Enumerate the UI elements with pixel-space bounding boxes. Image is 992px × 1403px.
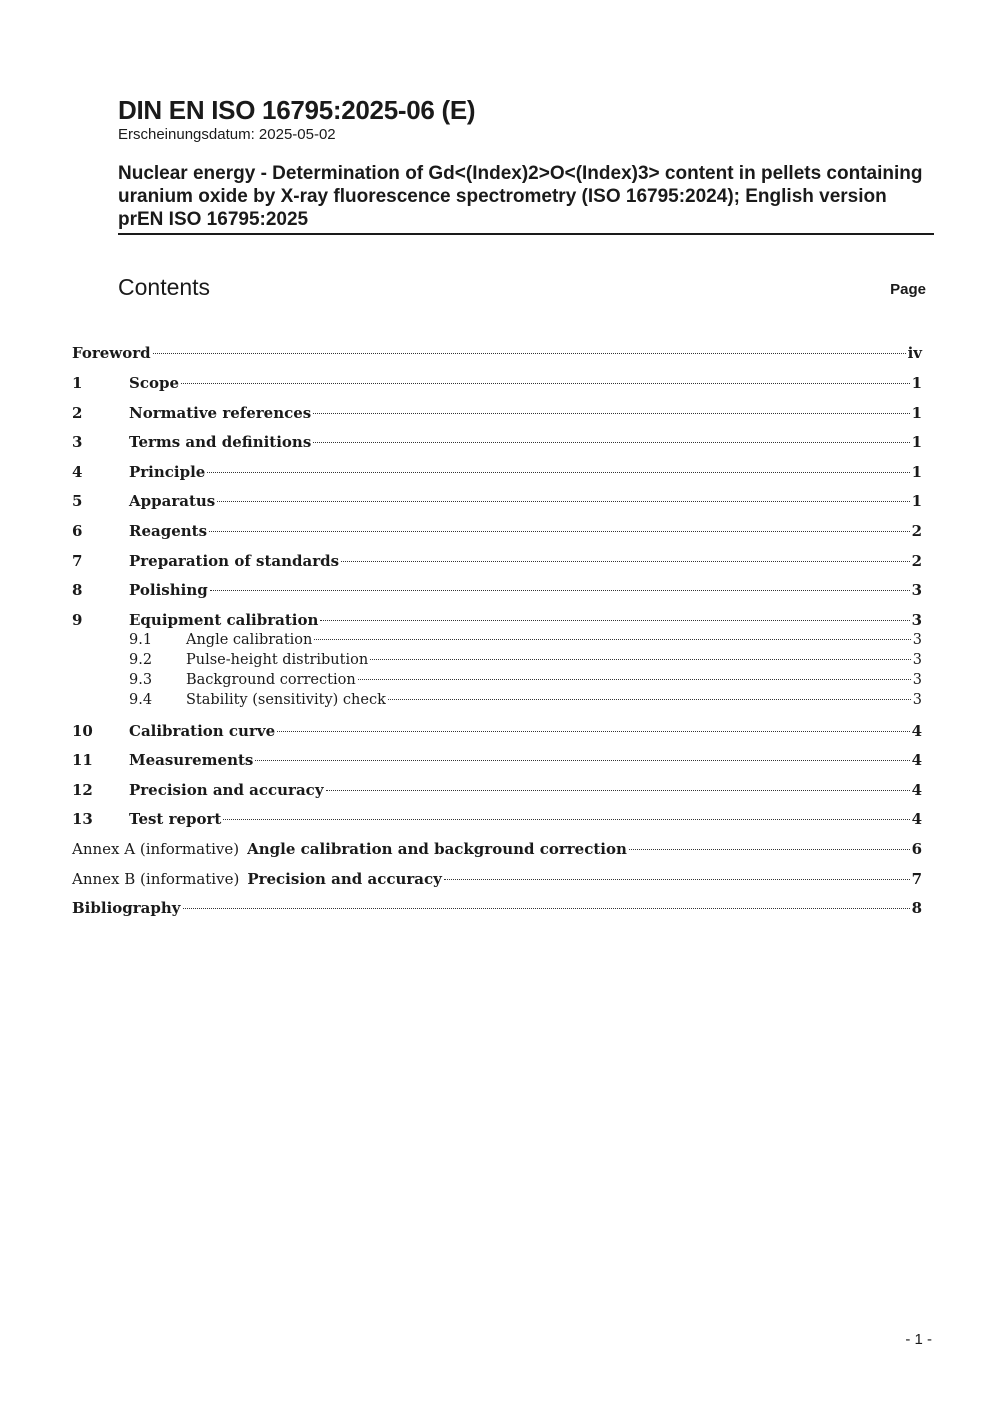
toc-label: Preparation of standards: [129, 552, 340, 570]
toc-number: 13: [72, 810, 93, 828]
toc-label: Angle calibration: [186, 632, 313, 648]
toc-page: 3: [912, 672, 922, 688]
toc-label: Precision and accuracy: [247, 870, 442, 888]
toc-page: 3: [912, 692, 922, 708]
toc-leader: [388, 699, 911, 700]
toc-page: 1: [911, 433, 922, 451]
toc-leader: [210, 590, 910, 591]
page-column-label: Page: [890, 281, 926, 298]
toc-label: Precision and accuracy: [129, 781, 324, 799]
toc-label: Angle calibration and background correction: [247, 840, 627, 858]
toc-number: 7: [72, 552, 83, 570]
toc-leader: [341, 561, 910, 562]
toc-entry[interactable]: [72, 611, 922, 633]
toc-leader: [326, 790, 910, 791]
toc-label: Principle: [129, 463, 206, 481]
toc-number: 5: [72, 492, 83, 510]
toc-entry[interactable]: [72, 433, 922, 455]
document-header: [118, 94, 934, 235]
toc-annex-prefix: Annex B (informative): [72, 870, 240, 888]
toc-subentry[interactable]: [72, 672, 922, 694]
toc-label: Measurements: [129, 751, 254, 769]
toc-page: 1: [911, 463, 922, 481]
contents-heading: [118, 273, 926, 301]
toc-entry[interactable]: [72, 552, 922, 574]
toc-leader: [370, 659, 911, 660]
toc-label: Stability (sensitivity) check: [186, 692, 386, 708]
toc-label: Apparatus: [129, 492, 216, 510]
toc-entry[interactable]: [72, 781, 922, 803]
toc-number: 9.4: [129, 692, 153, 708]
toc-label: Polishing: [129, 581, 208, 599]
toc-number: 10: [72, 722, 93, 740]
toc-number: 9.1: [129, 632, 153, 648]
toc-leader: [358, 679, 911, 680]
document-title: Nuclear energy - Determination of Gd<(Index)2>O<(Index)3> content in pellets containing uranium oxide by X-ray fluorescence spectrometry (ISO 16795:2024); English version prEN ISO 16795:2025: [118, 162, 934, 235]
toc-page: 2: [911, 552, 922, 570]
toc-number: 1: [72, 374, 83, 392]
toc-page: 3: [912, 632, 922, 648]
toc-number: 8: [72, 581, 83, 599]
toc-page: 2: [911, 522, 922, 540]
toc-label: Test report: [129, 810, 222, 828]
toc-number: 9.3: [129, 672, 153, 688]
toc-leader: [183, 908, 910, 909]
toc-page: 7: [911, 870, 922, 888]
toc-entry-bibliography[interactable]: [72, 899, 922, 921]
toc-entry[interactable]: [72, 522, 922, 544]
toc-leader: [181, 383, 910, 384]
toc-entry[interactable]: [72, 810, 922, 832]
toc-label: Normative references: [129, 404, 312, 422]
toc-entry[interactable]: [72, 404, 922, 426]
toc-label: Background correction: [186, 672, 356, 688]
toc-annex-prefix: Annex A (informative): [72, 840, 240, 858]
document-id: DIN EN ISO 16795:2025-06 (E): [118, 95, 476, 125]
toc-number: 9: [72, 611, 83, 629]
toc-entry[interactable]: [72, 374, 922, 396]
toc-leader: [314, 639, 910, 640]
toc-entry[interactable]: [72, 751, 922, 773]
toc-number: 12: [72, 781, 93, 799]
toc-entry[interactable]: [72, 581, 922, 603]
toc-leader: [209, 531, 910, 532]
toc-page: 4: [911, 781, 922, 799]
toc-leader: [629, 849, 910, 850]
toc-subentry[interactable]: [72, 632, 922, 654]
toc-number: 4: [72, 463, 83, 481]
toc-page: 1: [911, 374, 922, 392]
toc-page: 3: [912, 652, 922, 668]
toc-leader: [320, 620, 909, 621]
contents-title: Contents: [118, 274, 211, 300]
toc-label: Scope: [129, 374, 180, 392]
toc-label: Reagents: [129, 522, 208, 540]
toc-page: 1: [911, 404, 922, 422]
toc-entry-annex-b[interactable]: [72, 870, 922, 892]
toc-leader: [313, 442, 909, 443]
toc-leader: [277, 731, 909, 732]
page-number: - 1 -: [905, 1331, 932, 1348]
toc-leader: [153, 353, 906, 354]
toc-label: Pulse-height distribution: [186, 652, 369, 668]
toc-label: Calibration curve: [129, 722, 276, 740]
toc-entry[interactable]: [72, 492, 922, 514]
toc-number: 9.2: [129, 652, 153, 668]
toc-subentry[interactable]: [72, 692, 922, 714]
toc-page: 4: [911, 751, 922, 769]
toc-number: 2: [72, 404, 83, 422]
toc-label: Terms and definitions: [129, 433, 312, 451]
toc-entry[interactable]: [72, 722, 922, 744]
toc-leader: [255, 760, 909, 761]
toc-page: 6: [911, 840, 922, 858]
toc-leader: [223, 819, 909, 820]
toc-number: 6: [72, 522, 83, 540]
toc-subentry[interactable]: [72, 652, 922, 674]
publication-date: Erscheinungsdatum: 2025-05-02: [118, 126, 336, 143]
toc-page: 3: [911, 581, 922, 599]
toc-page: iv: [907, 344, 922, 362]
toc-entry[interactable]: [72, 463, 922, 485]
toc-label: Foreword: [72, 344, 151, 362]
toc-page: 1: [911, 492, 922, 510]
toc-label: Equipment calibration: [129, 611, 319, 629]
toc-entry-foreword[interactable]: [72, 344, 922, 366]
toc-label: Bibliography: [72, 899, 181, 917]
toc-leader: [444, 879, 910, 880]
toc-page: 3: [911, 611, 922, 629]
toc-page: 4: [911, 810, 922, 828]
toc-number: 11: [72, 751, 93, 769]
toc-page: 4: [911, 722, 922, 740]
toc-leader: [217, 501, 909, 502]
toc-leader: [207, 472, 909, 473]
toc-leader: [313, 413, 909, 414]
toc-page: 8: [911, 899, 922, 917]
toc-number: 3: [72, 433, 83, 451]
toc-entry-annex-a[interactable]: [72, 840, 922, 862]
